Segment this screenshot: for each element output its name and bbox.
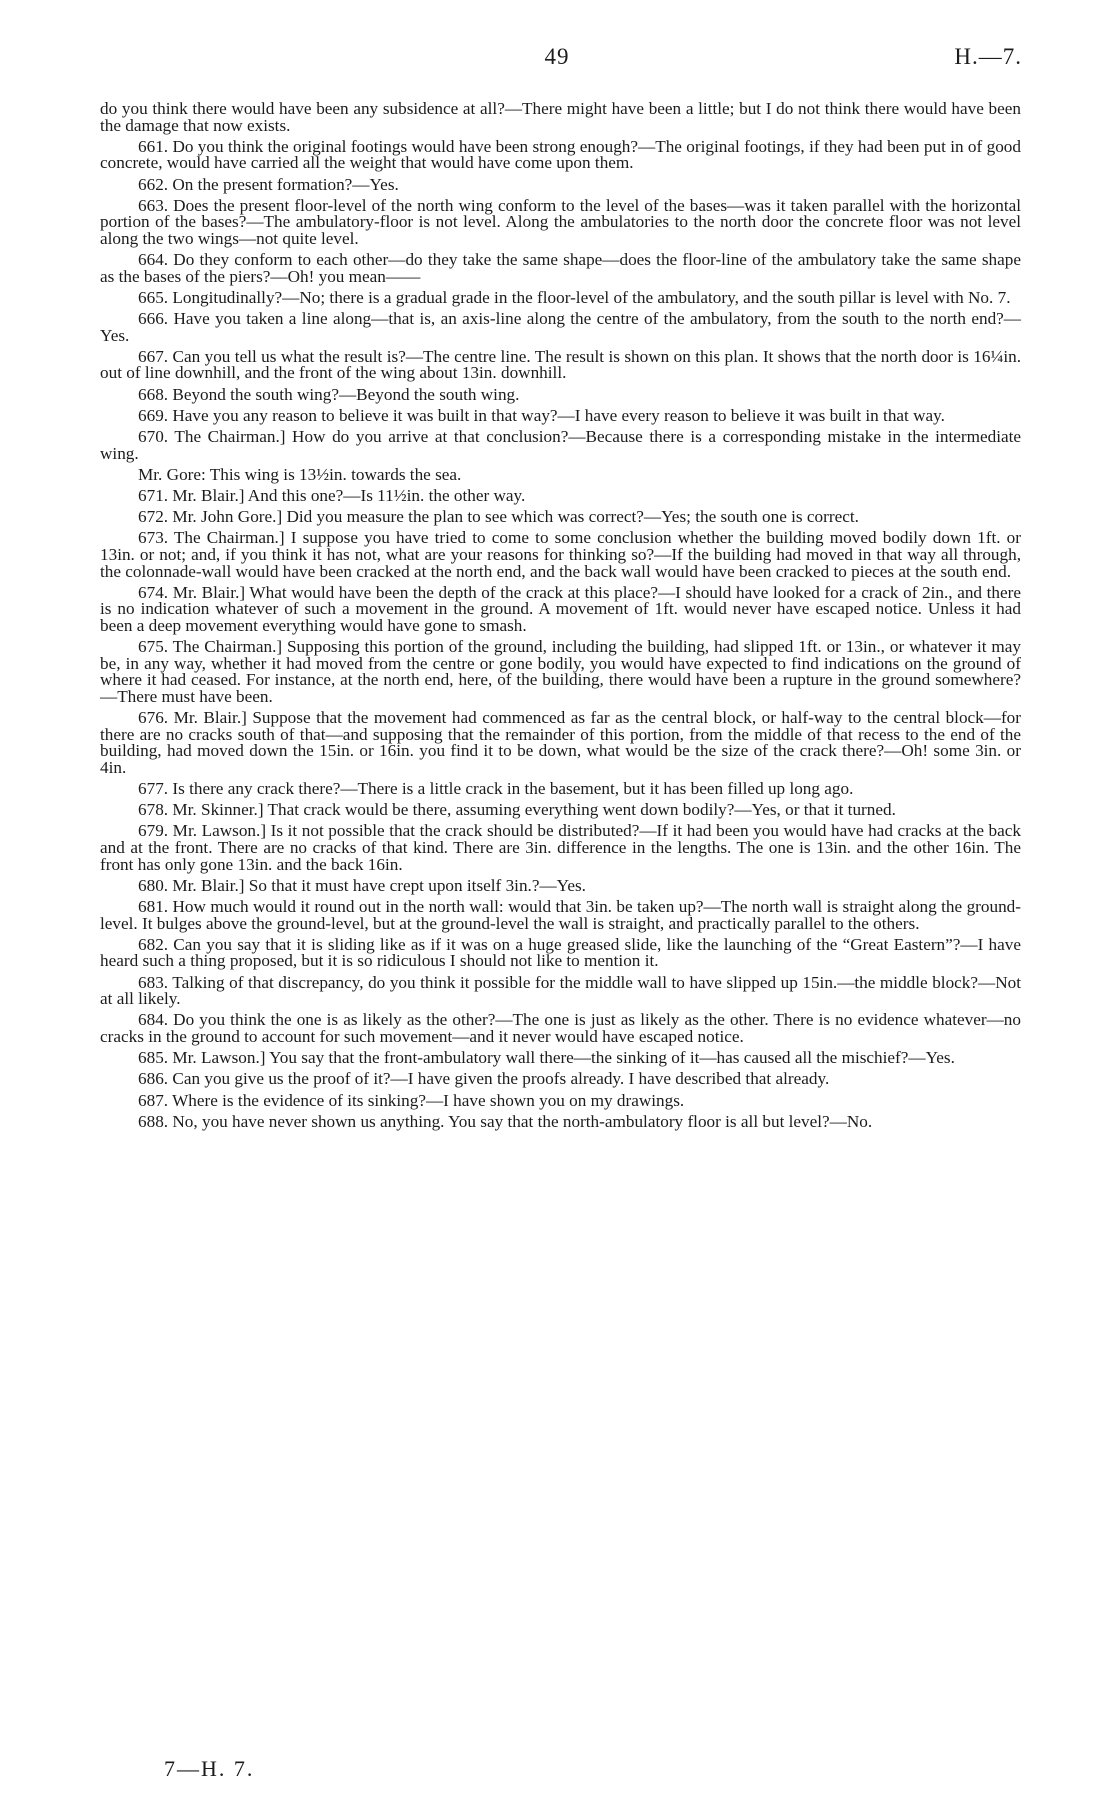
paragraph: 681. How much would it round out in the north wall: would that 3in. be taken up?—The north wall is straight along the ground-level. It bulges above the ground-level, but at the ground-level the wall is straight, and practically parallel to the others. [100,897,1021,933]
paragraph: 688. No, you have never shown us anything. You say that the north-ambulatory floor is all but level?—No. [138,1111,873,1131]
paragraph: 669. Have you any reason to believe it was built in that way?—I have every reason to believe it was built in that way. [138,405,945,425]
paragraph: 667. Can you tell us what the result is?—The centre line. The result is shown on this plan. It shows that the north door is 16¼in. out of line downhill, and the front of the wing about 13in. downhill. [100,346,1021,383]
paragraph: 686. Can you give us the proof of it?—I have given the proofs already. I have described that already. [138,1069,830,1089]
body-text [100,101,1021,1135]
paragraph: 671. Mr. Blair.] And this one?—Is 11½in. the other way. [138,486,526,505]
paragraph: 668. Beyond the south wing?—Beyond the south wing. [138,384,520,404]
paragraph: 664. Do they conform to each other—do they take the same shape—does the floor-line of the ambulatory take the same shape as the bases of the piers?—Oh! you mean—— [100,250,1021,286]
paragraph: 680. Mr. Blair.] So that it must have crept upon itself 3in.?—Yes. [138,875,586,895]
page-number: 49 [544,44,570,69]
paragraph: 687. Where is the evidence of its sinking?—I have shown you on my drawings. [138,1090,685,1110]
paragraph: 677. Is there any crack there?—There is a little crack in the basement, but it has been filled up long ago. [138,779,854,799]
paragraph: 674. Mr. Blair.] What would have been the depth of the crack at this place?—I should have looked for a crack of 2in., and there is no indication whatever of such a movement in the ground. A movement of 1ft. would never have escaped notice. Unless it had been a deep movement everything would have gone to smash. [100,582,1021,635]
page-reference: H.—7. [954,44,1022,69]
paragraph: 684. Do you think the one is as likely as the other?—The one is just as likely as the other. There is no evidence whatever—no cracks in the ground to account for such movement—and it never would have escaped notice. [100,1010,1021,1046]
paragraph: 682. Can you say that it is sliding like as if it was on a huge greased slide, like the launching of the “Great Eastern”?—I have heard such a thing proposed, but it is so ridiculous I should not like to mention it. [100,934,1021,971]
paragraph: do you think there would have been any subsidence at all?—There might have been a little; but I do not think there would have been the damage that now exists. [100,99,1021,135]
paragraph: 666. Have you taken a line along—that is, an axis-line along the centre of the ambulatory, from the south to the north end?—Yes. [100,309,1021,345]
paragraph: 663. Does the present floor-level of the north wing conform to the level of the bases—was it taken parallel with the horizontal portion of the bases?—The ambulatory-floor is not level. Along the ambulatories to the north door the concrete floor was not level along the two wings—not quite level. [100,195,1021,248]
paragraph: 683. Talking of that discrepancy, do you think it possible for the middle wall to have slipped up 15in.—the middle block?—Not at all likely. [100,972,1021,1009]
printer-signature: 7—H. 7. [164,1756,255,1781]
paragraph: 676. Mr. Blair.] Suppose that the movement had commenced as far as the central block, or half-way to the central block—for there are no cracks south of that—and supposing that the remainder of this portion, from the middle of that recess to the end of the building, had moved down the 15in. or 16in. you find it to be down, what would be the size of the crack there?—Oh! some 3in. or 4in. [100,708,1021,777]
paragraph: 685. Mr. Lawson.] You say that the front-ambulatory wall there—the sinking of it—has caused all the mischief?—Yes. [138,1048,955,1068]
paragraph: 661. Do you think the original footings would have been strong enough?—The original footings, if they had been put in of good concrete, would have carried all the weight that would have come upon them. [100,136,1021,173]
paragraph: 665. Longitudinally?—No; there is a gradual grade in the floor-level of the ambulatory, and the south pillar is level with No. 7. [138,287,1011,307]
paragraph: 675. The Chairman.] Supposing this portion of the ground, including the building, had slipped 1ft. or 13in., or whatever it may be, in any way, whether it had moved from the centre or gone bodily, you would have expected to find indications on the ground of where it had ceased. For instance, at the north end, here, of the building, there would have been a rupture in the ground somewhere?—There must have been. [100,637,1021,706]
paragraph: 670. The Chairman.] How do you arrive at that conclusion?—Because there is a corresponding mistake in the intermediate wing. [100,427,1021,463]
paragraph: 673. The Chairman.] I suppose you have tried to come to some conclusion whether the building moved bodily down 1ft. or 13in. or not; and, if you think it has not, what are your reasons for thinking so?—If the building had moved in that way all through, the colonnade-wall would have been cracked at the north end, and the back wall would have been cracked to pieces at the south end. [100,528,1021,581]
paragraph: 678. Mr. Skinner.] That crack would be there, assuming everything went down bodily?—Yes, or that it turned. [138,800,896,820]
paragraph: 679. Mr. Lawson.] Is it not possible that the crack should be distributed?—If it had been you would have had cracks at the back and at the front. There are no cracks of that kind. There are 3in. difference in the lengths. The one is 13in. and the other 16in. The front has only gone 13in. and the back 16in. [100,821,1021,874]
paragraph: 672. Mr. John Gore.] Did you measure the plan to see which was correct?—Yes; the south one is correct. [138,507,859,527]
paragraph: 662. On the present formation?—Yes. [138,174,399,194]
paragraph: Mr. Gore: This wing is 13½in. towards the sea. [138,464,462,484]
